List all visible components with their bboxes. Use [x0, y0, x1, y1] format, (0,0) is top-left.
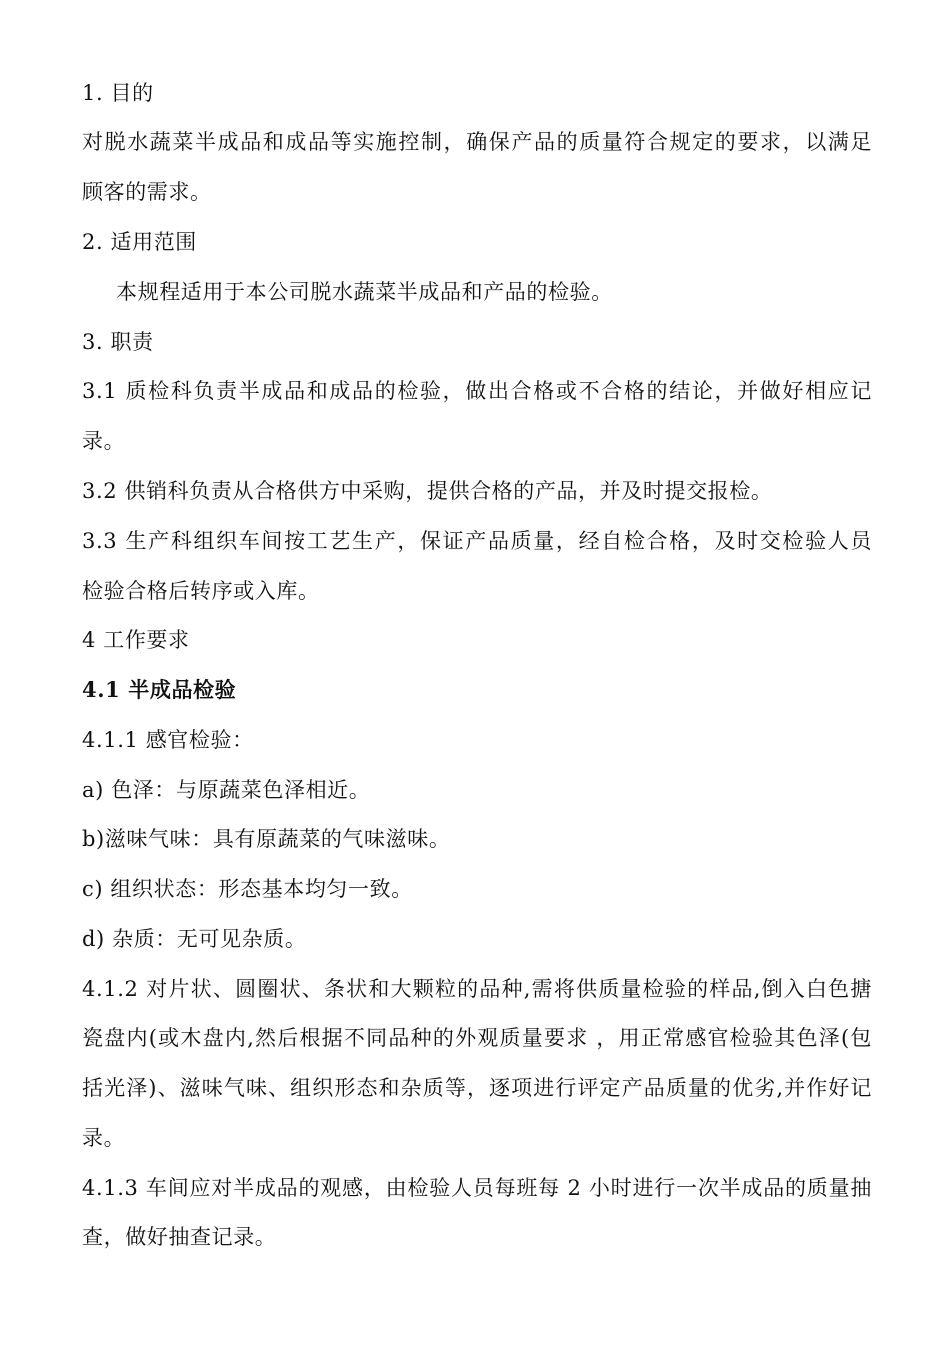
paragraph-line: 括光泽)、滋味气味、组织形态和杂质等，逐项进行评定产品质量的优劣,并作好记 — [82, 1076, 872, 1100]
list-item: a) 色泽：与原蔬菜色泽相近。 — [82, 778, 371, 802]
list-item: c) 组织状态：形态基本均匀一致。 — [82, 877, 413, 901]
paragraph-line: 检验合格后转序或入库。 — [82, 579, 320, 603]
section-heading-scope: 2. 适用范围 — [82, 230, 197, 254]
paragraph-line: 瓷盘内(或木盘内,然后根据不同品种的外观质量要求 ，用正常感官检验其色泽(包 — [82, 1026, 872, 1050]
section-heading-work-requirements: 4 工作要求 — [82, 628, 190, 652]
paragraph-line: 录。 — [82, 1126, 126, 1150]
paragraph-line: 3.2 供销科负责从合格供方中采购，提供合格的产品，并及时提交报检。 — [82, 479, 773, 503]
paragraph-line: 顾客的需求。 — [82, 180, 212, 204]
paragraph-line: 4.1.3 车间应对半成品的观感，由检验人员每班每 2 小时进行一次半成品的质量抽 — [82, 1176, 872, 1200]
paragraph-line: 查，做好抽查记录。 — [82, 1225, 277, 1249]
paragraph-line: 本规程适用于本公司脱水蔬菜半成品和产品的检验。 — [116, 280, 613, 304]
paragraph-line: 4.1.2 对片状、圆圈状、条状和大颗粒的品种,需将供质量检验的样品,倒入白色搪 — [82, 977, 872, 1001]
subsection-heading-semi-finished-inspection: 4.1 半成品检验 — [82, 677, 237, 702]
section-heading-purpose: 1. 目的 — [82, 81, 154, 105]
paragraph-line: 对脱水蔬菜半成品和成品等实施控制，确保产品的质量符合规定的要求，以满足 — [82, 130, 872, 154]
list-item: d) 杂质：无可见杂质。 — [82, 927, 307, 951]
paragraph-line: 录。 — [82, 429, 126, 453]
section-heading-responsibilities: 3. 职责 — [82, 330, 154, 354]
paragraph-line: 3.3 生产科组织车间按工艺生产，保证产品质量，经自检合格，及时交检验人员 — [82, 529, 872, 553]
paragraph-line: 3.1 质检科负责半成品和成品的检验，做出合格或不合格的结论，并做好相应记 — [82, 379, 872, 403]
paragraph-line: 4.1.1 感官检验： — [82, 728, 254, 752]
list-item: b)滋味气味：具有原蔬菜的气味滋味。 — [82, 827, 451, 851]
